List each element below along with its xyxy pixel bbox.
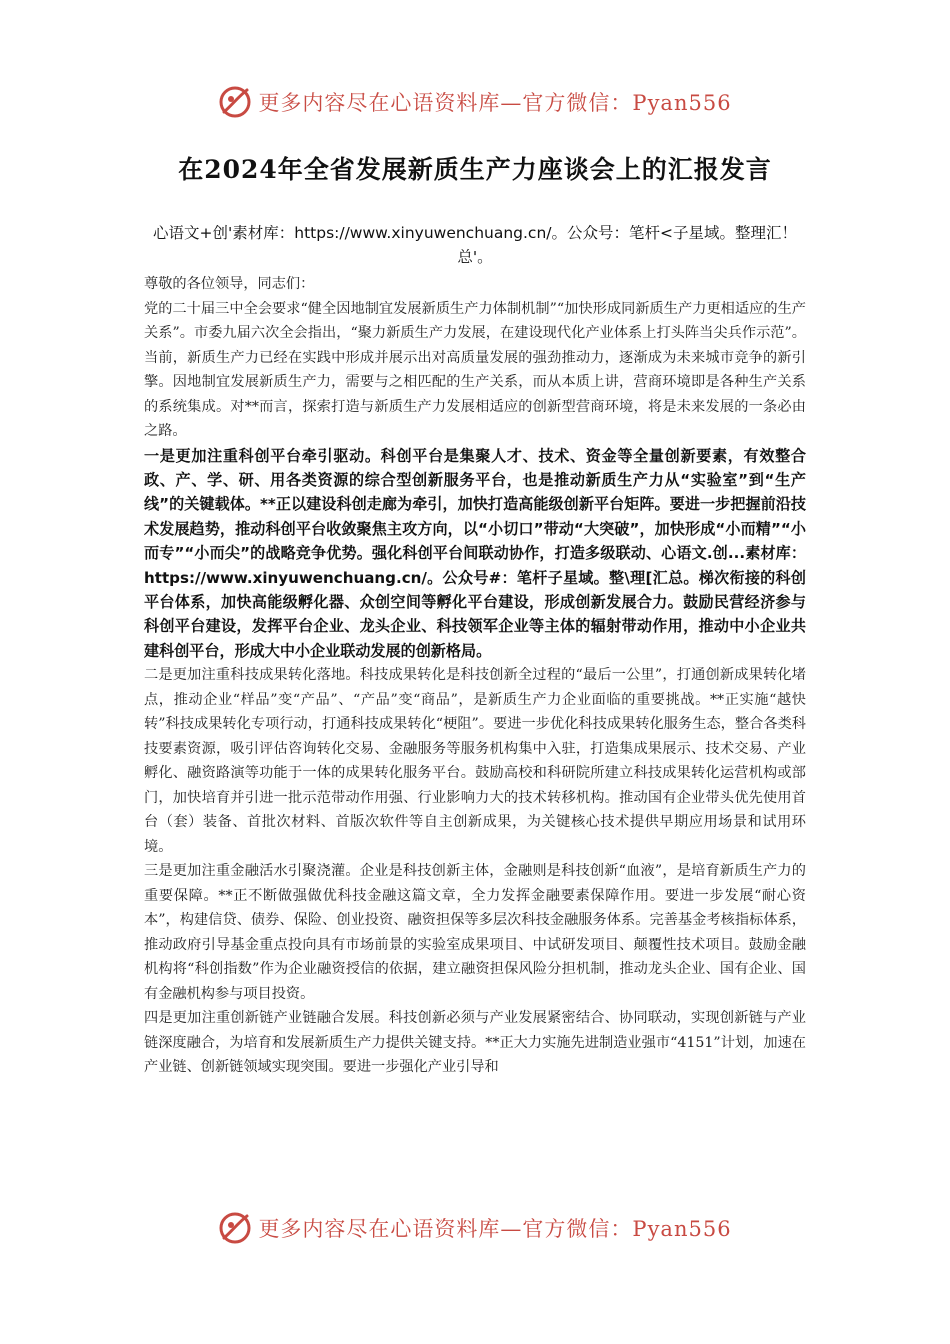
paragraph-point-1: 一是更加注重科创平台牵引驱动。科创平台是集聚人才、技术、资金等全量创新要素，有效整合政、产、学、研、用各类资源的综合型创新服务平台，也是推动新质生产力从“实验室”到“生产线”的关键载体。**正以建设科创走廊为牵引，加快打造高能级创新平台矩阵。要进一步把握前沿技术发展趋势，推动科创平台收敛聚焦主攻方向，以“小切口”带动“大突破”，加快形成“小而精”“小而专”“小而尖”的战略竞争优势。强化科创平台间联动协作，打造多级联动、心语文.创...素材库：https://www.xinyuwenchuang.cn/。公众号#：笔杆子星域。整\理[汇总。梯次衔接的科创平台体系，加快高能级孵化器、众创空间等孵化平台建设，形成创新发展合力。鼓励民营经济参与科创平台建设，发挥平台企业、龙头企业、科技领军企业等主体的辐射带动作用，推动中小企业共建科创平台，形成大中小企业联动发展的创新格局。 — [144, 446, 806, 660]
footer-banner — [0, 1206, 950, 1250]
brush-seal-logo-icon — [218, 1211, 252, 1245]
header-banner — [0, 80, 950, 124]
paragraph-point-4: 四是更加注重创新链产业链融合发展。科技创新必须与产业发展紧密结合、协同联动，实现创新链与产业链深度融合，为培育和发展新质生产力提供关键支持。**正大力实施先进制造业强市“4151”计划，加速在产业链、创新链领域实现突围。要进一步强化产业引导和 — [144, 1010, 806, 1076]
banner-text: 更多内容尽在心语资料库—官方微信：Pyan556 — [258, 91, 732, 115]
document-title: 在2024年全省发展新质生产力座谈会上的汇报发言 — [178, 155, 772, 184]
paragraph-intro: 党的二十届三中全会要求“健全因地制宜发展新质生产力体制机制”“加快形成同新质生产力更相适应的生产关系”。市委九届六次全会指出，“聚力新质生产力发展，在建设现代化产业体系上打头阵当尖兵作示范”。当前，新质生产力已经在实践中形成并展示出对高质量发展的强劲推动力，逐渐成为未来城市竞争的新引擎。因地制宜发展新质生产力，需要与之相匹配的生产关系，而从本质上讲，营商环境即是各种生产关系的系统集成。对**而言，探索打造与新质生产力发展相适应的创新型营商环境，将是未来发展的一条必由之路。 — [144, 300, 806, 439]
document-body — [144, 272, 806, 1080]
brush-seal-logo-icon — [218, 85, 252, 119]
paragraph-salutation: 尊敬的各位领导，同志们： — [144, 276, 315, 292]
paragraph-point-3: 三是更加注重金融活水引聚浇灌。企业是科技创新主体，金融则是科技创新“血液”，是培育新质生产力的重要保障。**正不断做强做优科技金融这篇文章，全力发挥金融要素保障作用。要进一步发展“耐心资本”，构建信贷、债券、保险、创业投资、融资担保等多层次科技金融服务体系。完善基金考核指标体系，推动政府引导基金重点投向具有市场前景的实验室成果项目、中试研发项目、颠覆性技术项目。鼓励金融机构将“科创指数”作为企业融资授信的依据，建立融资担保风险分担机制，推动龙头企业、国有企业、国有金融机构参与项目投资。 — [144, 863, 806, 1002]
banner-text: 更多内容尽在心语资料库—官方微信：Pyan556 — [258, 1217, 732, 1241]
source-line: 心语文+创'素材库：https://www.xinyuwenchuang.cn/。公众号：笔杆<子星域。整理汇！总'。 — [153, 224, 797, 266]
paragraph-point-2: 二是更加注重科技成果转化落地。科技成果转化是科技创新全过程的“最后一公里”，打通创新成果转化堵点，推动企业“样品”变“产品”、“产品”变“商品”，是新质生产力企业面临的重要挑战。**正实施“越快转”科技成果转化专项行动，打通科技成果转化“梗阻”。要进一步优化科技成果转化服务生态，整合各类科技要素资源，吸引评估咨询转化交易、金融服务等服务机构集中入驻，打造集成果展示、技术交易、产业孵化、融资路演等功能于一体的成果转化服务平台。鼓励高校和科研院所建立科技成果转化运营机构或部门，加快培育并引进一批示范带动作用强、行业影响力大的技术转移机构。推动国有企业带头优先使用首台（套）装备、首批次材料、首版次软件等自主创新成果，为关键核心技术提供早期应用场景和试用环境。 — [144, 667, 806, 855]
